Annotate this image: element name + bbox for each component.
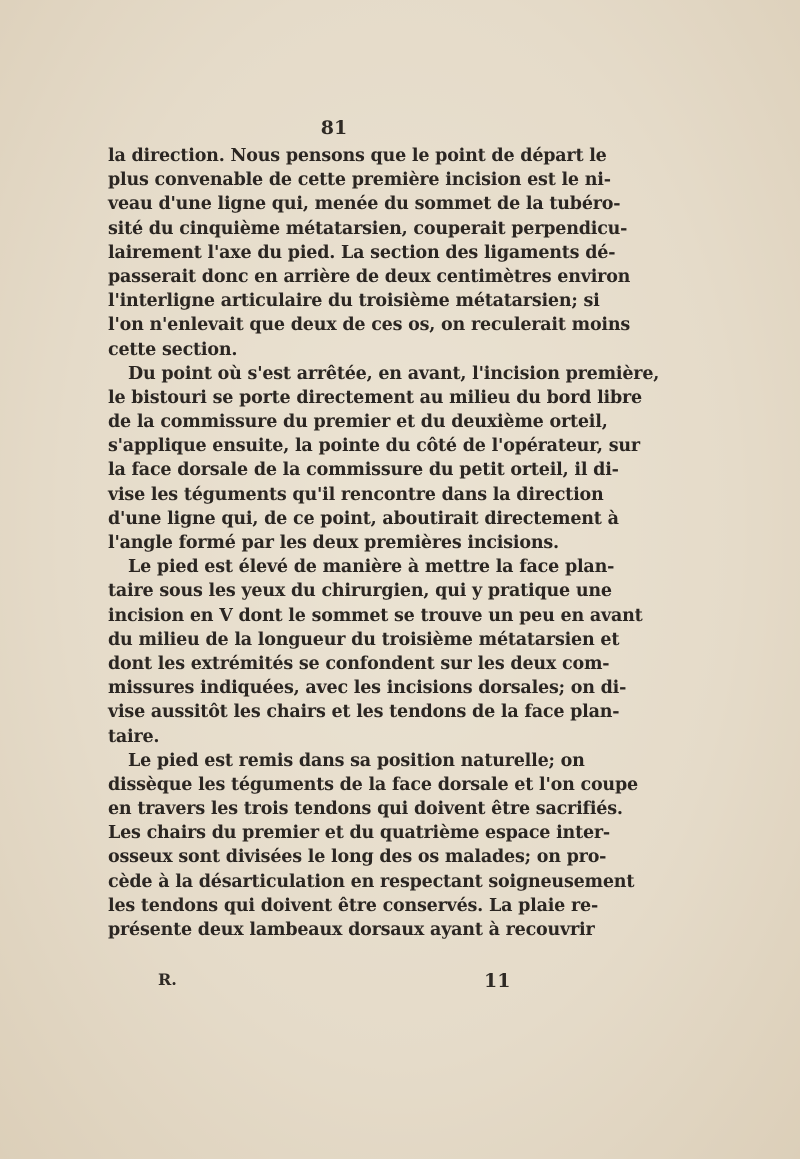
text-line: dont les extrémités se confondent sur les deux com- — [108, 653, 610, 674]
text-line: veau d'une ligne qui, menée du sommet de la tubéro- — [108, 194, 621, 215]
text-line: vise les téguments qu'il rencontre dans la direction — [108, 484, 604, 505]
text-line: les tendons qui doivent être conservés. La plaie re- — [108, 895, 599, 916]
text-line: sité du cinquième métatarsien, couperait perpendicu- — [108, 218, 628, 239]
footer-sheet-number: 11 — [484, 970, 511, 992]
text-line: cède à la désarticulation en respectant soigneusement — [108, 871, 635, 892]
text-line: incision en V dont le sommet se trouve un peu en avant — [108, 605, 643, 626]
text-line: Les chairs du premier et du quatrième espace inter- — [108, 823, 610, 844]
page-number: 81 — [320, 117, 348, 139]
text-line: Le pied est remis dans sa position naturelle; on — [128, 750, 585, 771]
text-line: la direction. Nous pensons que le point de départ le — [108, 146, 607, 166]
body-text — [108, 144, 660, 942]
text-line: taire. — [108, 726, 160, 747]
text-line: cette section. — [108, 339, 238, 360]
text-line: du milieu de la longueur du troisième métatarsien et — [108, 629, 620, 650]
text-line: passerait donc en arrière de deux centimètres environ — [108, 266, 631, 287]
text-line: présente deux lambeaux dorsaux ayant à recouvrir — [108, 920, 595, 940]
text-line: le bistouri se porte directement au milieu du bord libre — [108, 387, 642, 408]
text-line: taire sous les yeux du chirurgien, qui y pratique une — [108, 581, 612, 602]
text-line: d'une ligne qui, de ce point, aboutirait directement à — [108, 508, 619, 529]
text-line: osseux sont divisées le long des os malades; on pro- — [108, 847, 607, 868]
text-line: Du point où s'est arrêtée, en avant, l'incision première, — [128, 363, 660, 384]
text-line: missures indiquées, avec les incisions dorsales; on di- — [108, 678, 627, 699]
text-line: l'angle formé par les deux premières incisions. — [108, 533, 559, 553]
text-line: Le pied est élevé de manière à mettre la face plan- — [128, 557, 615, 578]
text-line: lairement l'axe du pied. La section des ligaments dé- — [108, 242, 616, 263]
text-line: vise aussitôt les chairs et les tendons de la face plan- — [108, 702, 620, 723]
text-line: de la commissure du premier et du deuxième orteil, — [108, 412, 608, 433]
text-line: s'applique ensuite, la pointe du côté de l'opérateur, sur — [108, 436, 640, 457]
text-line: la face dorsale de la commissure du petit orteil, il di- — [108, 460, 619, 481]
text-line: l'interligne articulaire du troisième métatarsien; si — [108, 291, 600, 312]
text-line: plus convenable de cette première incision est le ni- — [108, 170, 611, 191]
text-line: dissèque les téguments de la face dorsale et l'on coupe — [108, 774, 638, 795]
page-footer — [0, 970, 800, 994]
text-line: en travers les trois tendons qui doivent être sacrifiés. — [108, 799, 623, 820]
footer-signature-mark: R. — [158, 970, 177, 989]
text-line: l'on n'enlevait que deux de ces os, on reculerait moins — [108, 315, 631, 336]
